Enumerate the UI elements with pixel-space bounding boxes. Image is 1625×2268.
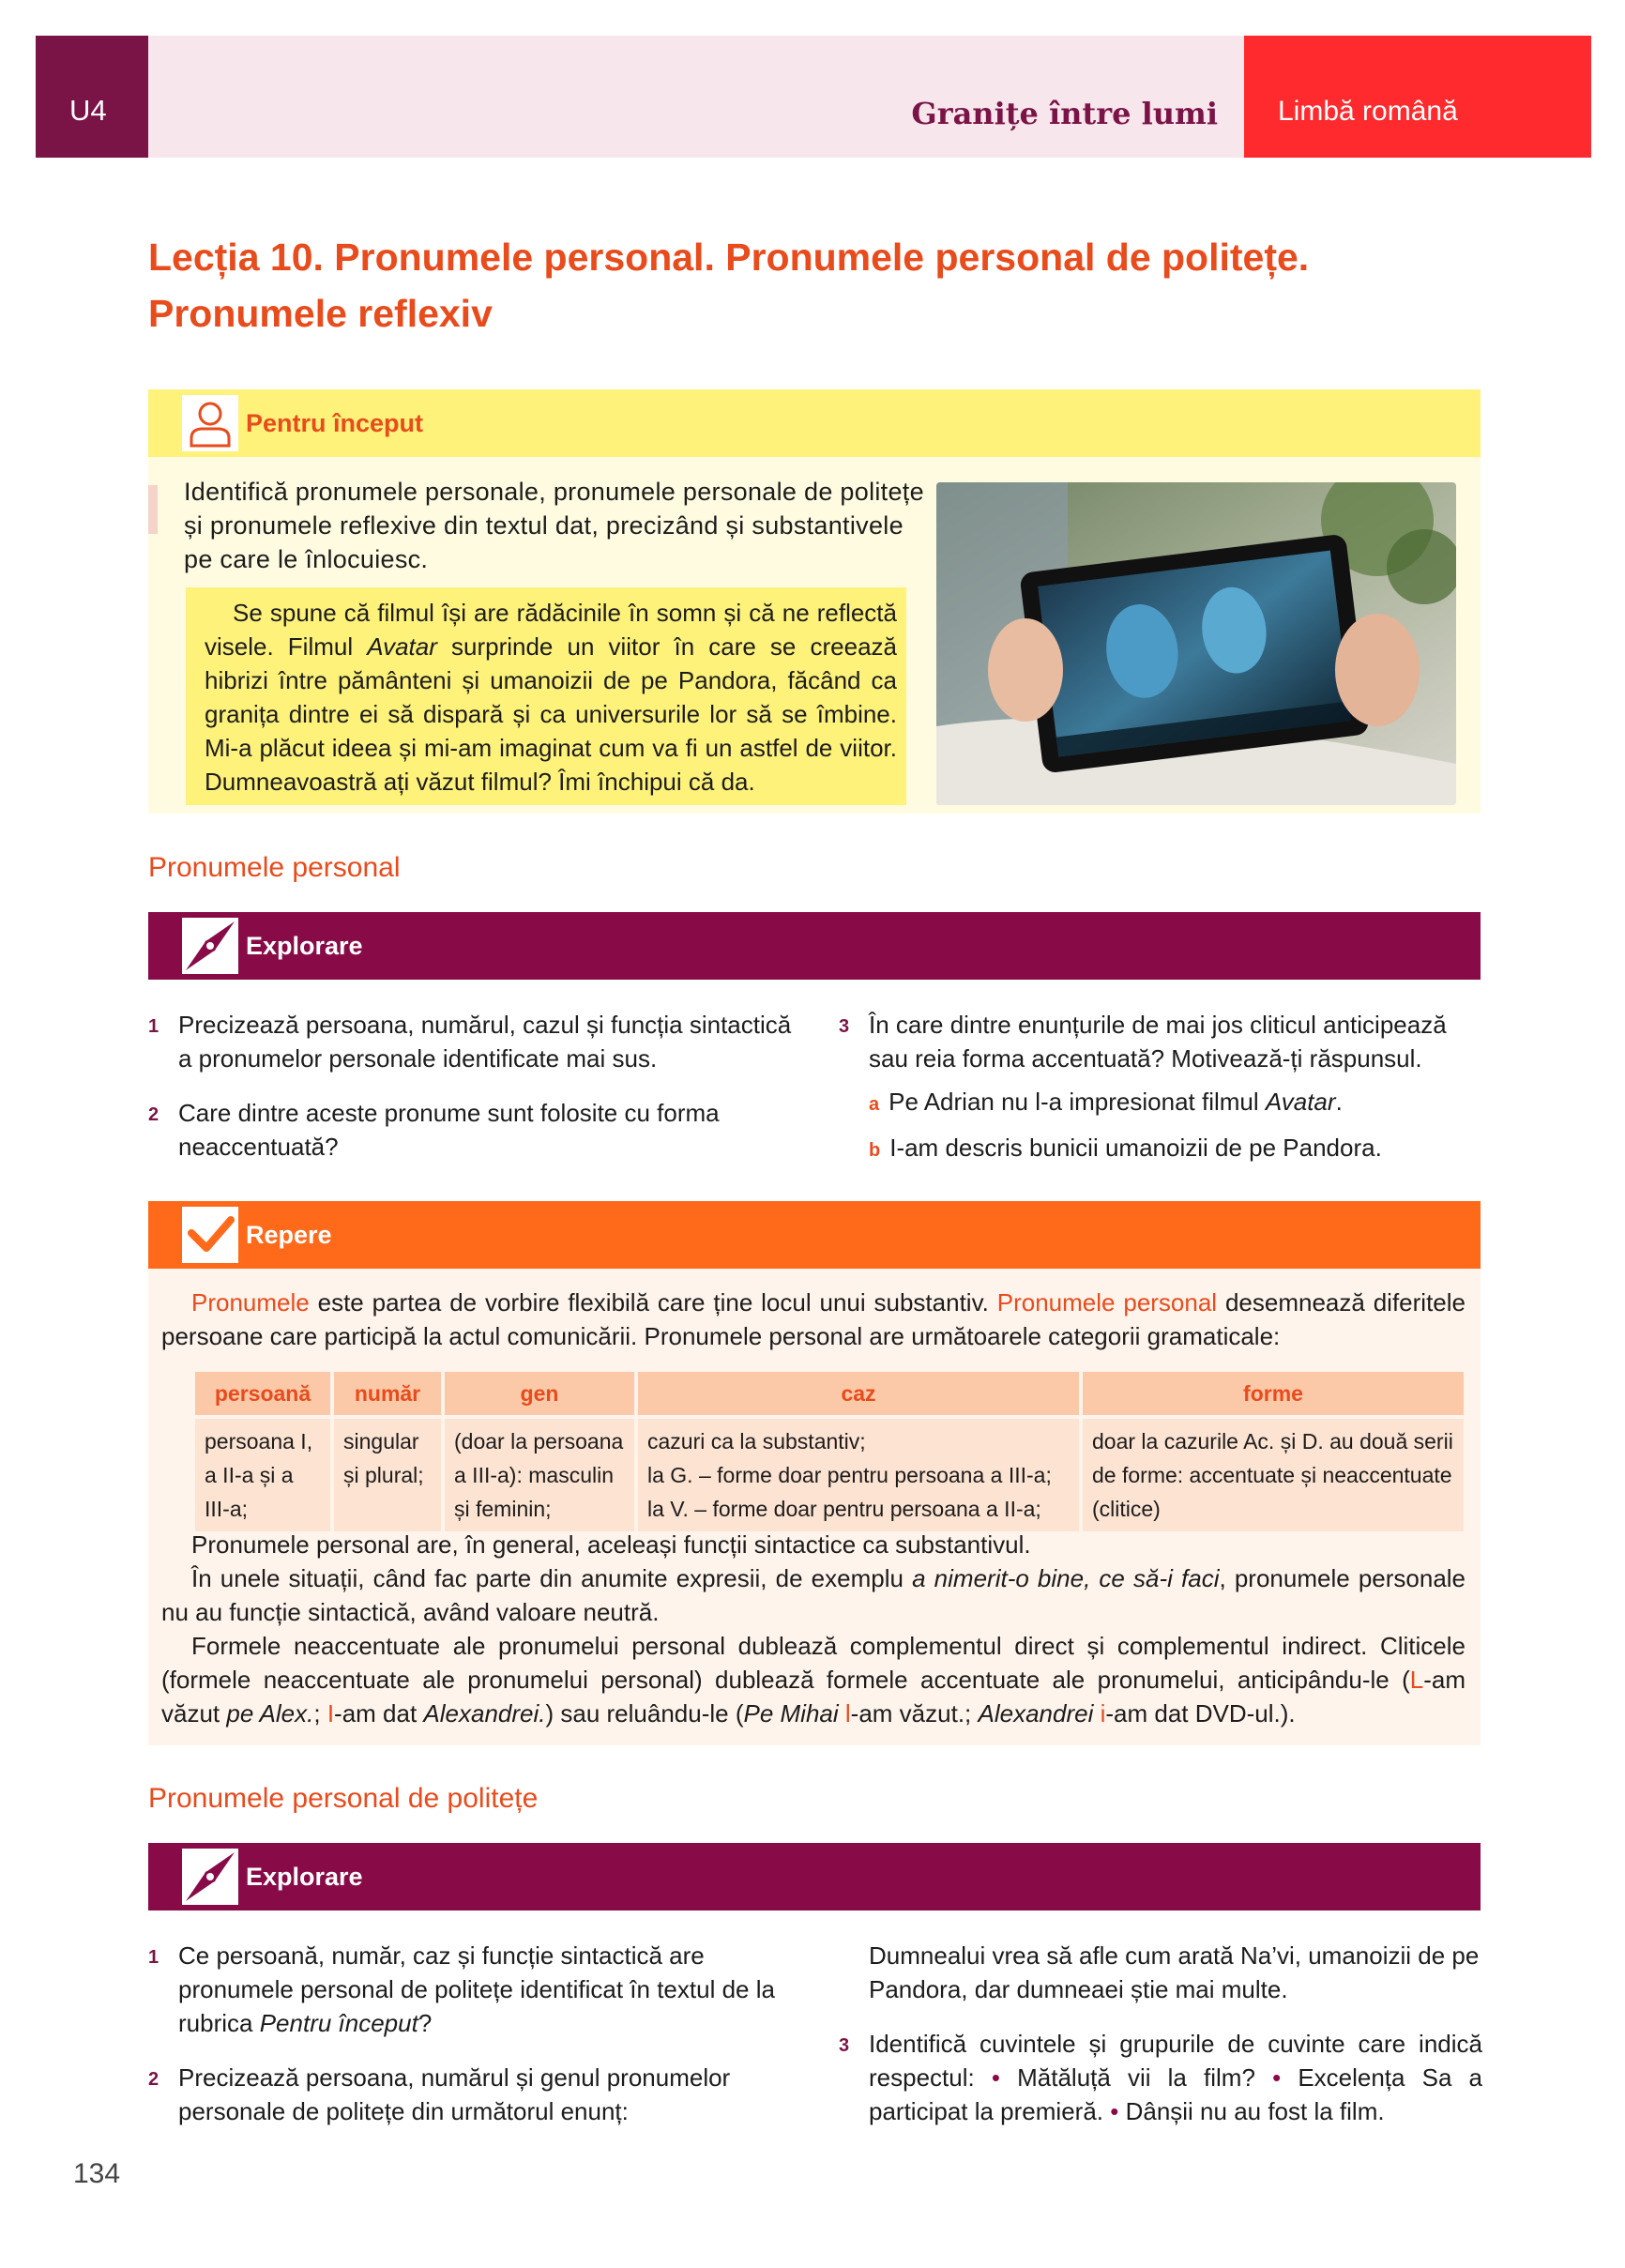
p3-italic: a nimerit-o bine, ce să-i faci <box>912 1564 1220 1592</box>
quote-film-title: Avatar <box>367 632 437 661</box>
header-band <box>148 36 1244 158</box>
q3-example-1: Mătăluță vii la film? <box>1017 2063 1255 2092</box>
question-2 <box>148 1096 792 1164</box>
table-header: caz <box>638 1372 1079 1415</box>
term-pronumele: Pronumele <box>191 1288 310 1317</box>
repere-paragraph-1 <box>161 1286 1466 1353</box>
quote-part-2: surprinde un viitor în care se creează hibrizi între pământeni și umanoizii de pe Pandora, făcând ca granița dintre ei să dispară și ca universurile lor să se îmbine. Mi-a plăcut ideea și mi-am imaginat cum va fi un astfel de viitor. Dumneavoastră ați văzut filmul? Îmi închipui că da. <box>205 632 897 796</box>
section-title-politete: Pronumele personal de politețe <box>148 1783 539 1814</box>
tablet-photo <box>936 482 1456 805</box>
repere-label: Repere <box>246 1221 332 1249</box>
question-1 <box>148 1008 792 1075</box>
p3-text-1: În unele situații, când fac parte din anumite expresii, de exemplu <box>191 1564 913 1592</box>
p4-italic: Pe Mihai <box>743 1699 845 1728</box>
question-text: Precizează persoana, numărul și genul pronumelor personale de politețe din următorul enunț: <box>178 2063 731 2125</box>
q3-text: Identifică cuvintele și grupurile de cuvinte care indică respectul: <box>869 2030 1482 2092</box>
question-1 <box>148 1939 792 2040</box>
p4-text: -am văzut <box>161 1666 1466 1728</box>
p4-italic: Alexandrei. <box>423 1699 546 1728</box>
table-header: gen <box>445 1372 634 1415</box>
pentru-inceput-label: Pentru început <box>246 409 424 437</box>
p4-italic: pe Alex. <box>226 1699 314 1728</box>
pentru-inceput-bar <box>148 389 1481 457</box>
question-number: 2 <box>148 2069 159 2090</box>
table-header: persoană <box>195 1372 330 1415</box>
question-3 <box>839 1008 1482 1167</box>
question-text <box>178 1939 792 2040</box>
case-line-3: la V. – forme doar pentru persoana a II-a; <box>647 1497 1041 1521</box>
bullet: • <box>991 2063 1000 2092</box>
bullet: • <box>1272 2063 1282 2092</box>
bar-stripe <box>148 1843 176 1910</box>
bar-stripe <box>148 389 176 457</box>
margin-marker <box>148 485 158 534</box>
explorare-bar-1 <box>148 912 1481 980</box>
item-text: I-am descris bunicii umanoizii de pe Pandora. <box>889 1134 1382 1162</box>
table-cell: (doar la persoana a III-a): masculin și feminin; <box>445 1419 634 1531</box>
lesson-title-line-2: Pronumele reflexiv <box>148 292 493 335</box>
p4-italic: Alexandrei <box>978 1699 1101 1728</box>
explorare-label: Explorare <box>246 1863 363 1891</box>
table-header: forme <box>1083 1372 1464 1415</box>
explorare-label: Explorare <box>246 932 363 960</box>
clitic-highlight: L <box>1409 1666 1424 1694</box>
question-text <box>869 2027 1482 2128</box>
unit-title: Granițe între lumi <box>911 96 1218 131</box>
question-3-item-b <box>869 1131 1482 1167</box>
table-row <box>195 1419 1464 1531</box>
q1-text-1: Ce persoană, număr, caz și funcție sintactică are pronumele personal de politețe identificat în textul de la rubrica <box>178 1941 775 2037</box>
p4-text: Formele neaccentuate ale pronumelui personal dublează complementul direct și complementul indirect. Cliticele (formele neaccentuate ale pronumelui personal) dublează formele accentuate ale pronumelui, anticipându-le ( <box>161 1632 1466 1694</box>
clitic-highlight: i <box>1100 1699 1106 1728</box>
question-text: În care dintre enunțurile de mai jos cliticul anticipează sau reia forma accentuată? Motivează-ți răspunsul. <box>869 1011 1447 1073</box>
q1-italic: Pentru început <box>259 2009 418 2037</box>
table-header-row <box>195 1372 1464 1415</box>
question-text: Care dintre aceste pronume sunt folosite cu forma neaccentuată? <box>178 1099 720 1161</box>
unit-label: U4 <box>69 94 107 127</box>
subject-badge <box>1244 36 1591 158</box>
question-number: 1 <box>148 1016 159 1037</box>
question-number: 3 <box>839 2035 850 2056</box>
question-number: 2 <box>148 1104 159 1125</box>
p1-text-1: este partea de vorbire flexibilă care ține locul unui substantiv. <box>309 1288 997 1317</box>
table-cell: singular și plural; <box>334 1419 441 1531</box>
question-number: 1 <box>148 1947 159 1968</box>
bar-stripe <box>148 1201 176 1269</box>
bullet: • <box>1110 2097 1119 2125</box>
question-2-example: Dumnealui vrea să afle cum arată Na’vi, umanoizii de pe Pandora, dar dumneaei știe mai multe. <box>869 1941 1480 2003</box>
case-line-2: la G. – forme doar pentru persoana a III-a; <box>647 1463 1052 1487</box>
p4-text: -am dat <box>334 1699 424 1728</box>
q3-example-2: Excelența Sa a participat la premieră. <box>869 2063 1483 2125</box>
section-title-pronumele-personal: Pronumele personal <box>148 852 401 883</box>
case-line-1: cazuri ca la substantiv; <box>647 1429 866 1454</box>
grammar-table <box>191 1368 1467 1535</box>
item-text: Pe Adrian nu l-a impresionat filmul <box>888 1088 1266 1116</box>
term-pronumele-personal: Pronumele personal <box>996 1288 1218 1317</box>
question-text: Precizează persoana, numărul, cazul și funcția sintactică a pronumelor personale identificate mai sus. <box>178 1011 792 1073</box>
bar-stripe <box>148 912 176 980</box>
quote-part-1: Se spune că filmul își are rădăcinile în somn și că ne reflectă visele. Filmul <box>205 599 897 661</box>
p4-text: -am văzut.; <box>850 1699 979 1728</box>
compass-icon <box>182 1849 238 1905</box>
table-cell: persoana I, a II-a și a III-a; <box>195 1419 330 1531</box>
unit-badge <box>36 36 148 158</box>
pentru-inceput-instruction: Identifică pronumele personale, pronumele personale de politețe și pronumele reflexive din textul dat, precizând și substantivele pe care le înlocuiesc. <box>184 478 924 573</box>
item-letter: a <box>869 1094 880 1115</box>
p3-text-2: , pronumele personale nu au funcție sintactică, având valoare neutră. <box>161 1564 1466 1626</box>
question-number: 3 <box>839 1016 850 1037</box>
repere-paragraph-3 <box>161 1561 1466 1629</box>
repere-paragraph-2: Pronumele personal are, în general, aceleași funcții sintactice ca substantivul. <box>191 1530 1031 1559</box>
question-2 <box>148 2061 792 2128</box>
q1-text-2: ? <box>418 2009 433 2037</box>
item-end: . <box>1335 1088 1343 1116</box>
explorare-bar-2 <box>148 1843 1481 1910</box>
question-3-item-a <box>869 1085 1482 1121</box>
clitic-highlight: I <box>327 1699 335 1728</box>
page-number: 134 <box>73 2158 121 2189</box>
p4-text: ) sau reluându-le ( <box>545 1699 744 1728</box>
checkmark-icon <box>182 1207 238 1263</box>
repere-paragraph-4 <box>161 1629 1466 1730</box>
question-3 <box>839 2027 1482 2128</box>
lesson-title-line-1: Lecția 10. Pronumele personal. Pronumele personal de politețe. <box>148 236 1310 279</box>
subject-label: Limbă română <box>1278 96 1458 127</box>
table-cell: doar la cazurile Ac. și D. au două serii de forme: accentuate și neaccentuate (clitice) <box>1083 1419 1464 1531</box>
compass-icon <box>182 918 238 974</box>
p4-text: ; <box>313 1699 327 1728</box>
lesson-title <box>148 229 1462 342</box>
quote-text <box>205 596 897 799</box>
person-icon <box>182 395 238 451</box>
repere-bar <box>148 1201 1481 1269</box>
item-letter: b <box>869 1140 881 1161</box>
clitic-highlight: l <box>844 1699 851 1728</box>
q3-example-3: Dânșii nu au fost la film. <box>1125 2097 1385 2125</box>
p1-text-2: desemnează diferitele persoane care participă la actul comunicării. Pronumele personal are următoarele categorii gramaticale: <box>161 1288 1466 1350</box>
table-header: număr <box>334 1372 441 1415</box>
p4-text: -am dat DVD-ul.). <box>1105 1699 1296 1728</box>
table-cell <box>638 1419 1079 1531</box>
item-italic: Avatar <box>1265 1088 1336 1116</box>
